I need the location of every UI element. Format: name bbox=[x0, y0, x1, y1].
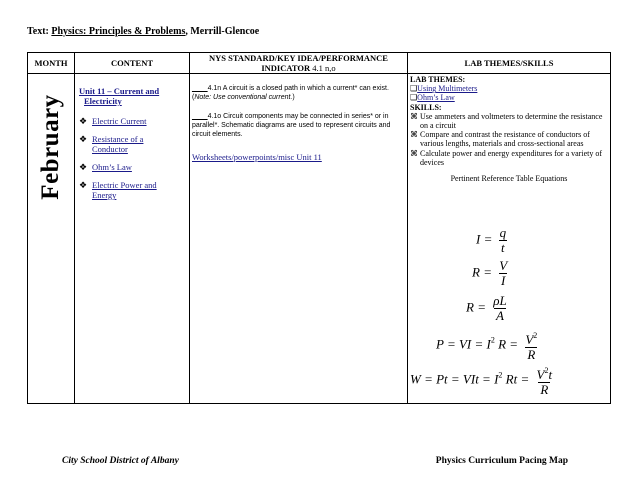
eq-numerator: V bbox=[536, 367, 545, 382]
footer-title: Physics Curriculum Pacing Map bbox=[435, 456, 568, 466]
unit-title-line2: Electricity bbox=[84, 96, 122, 106]
footer-district: City School District of Albany bbox=[62, 456, 179, 466]
topic-link-line2: Energy bbox=[92, 190, 117, 200]
lab-theme-link-ohms-law[interactable]: Ohm’s Law bbox=[417, 93, 455, 103]
topic-item-resistance[interactable] bbox=[79, 134, 185, 154]
topic-item-electric-power[interactable] bbox=[79, 180, 185, 200]
eq-lhs: I = bbox=[476, 231, 493, 247]
lab-themes-heading: LAB THEMES: bbox=[410, 75, 466, 84]
eq-fraction bbox=[535, 364, 555, 397]
eq-fraction bbox=[497, 259, 509, 288]
month-label: February bbox=[37, 94, 64, 200]
skill-text: Compare and contrast the resistance of conductors of various lengths, materials and cross-sectional areas bbox=[420, 130, 590, 149]
lab-cell bbox=[408, 74, 611, 404]
eq-lhs: W = Pt = VIt = I bbox=[410, 371, 499, 387]
text-label: Text: bbox=[27, 26, 49, 37]
topic-link: Ohm’s Law bbox=[92, 162, 132, 172]
eq-denominator: I bbox=[501, 273, 506, 288]
diamond-bullet-icon: ❖ bbox=[79, 162, 88, 172]
pacing-table bbox=[27, 52, 611, 404]
command-bullet-icon: ⌘ bbox=[410, 148, 418, 158]
eq-denominator: t bbox=[501, 240, 505, 255]
header-lab: LAB THEMES/SKILLS bbox=[408, 53, 611, 74]
skill-text: Use ammeters and voltmeters to determine the resistance on a circuit bbox=[420, 111, 603, 131]
standard-text: 4.1n A circuit is a closed path in which a current* can exist. ( bbox=[192, 85, 389, 101]
diamond-bullet-icon: ❖ bbox=[79, 180, 88, 190]
lab-theme-link-multimeters[interactable]: Using Multimeters bbox=[417, 84, 478, 94]
header-month: MONTH bbox=[28, 53, 75, 74]
lab-theme-item[interactable] bbox=[410, 93, 608, 102]
topic-link: Electric Power and bbox=[92, 180, 157, 190]
eq-fraction bbox=[491, 294, 508, 323]
eq-denominator: R bbox=[527, 347, 536, 362]
header-standard-line1: NYS STANDARD/KEY IDEA/PERFORMANCE bbox=[209, 53, 388, 63]
standard-checkbox-blank: ____ bbox=[192, 85, 208, 92]
equation-resistance bbox=[472, 259, 511, 288]
eq-mid: R = bbox=[498, 336, 519, 352]
standard-item-4-1o bbox=[192, 112, 405, 139]
equation-resistivity bbox=[466, 294, 511, 323]
month-cell bbox=[28, 74, 75, 404]
eq-numerator: V bbox=[525, 332, 534, 347]
header-standard-indicator: INDICATOR bbox=[261, 63, 311, 73]
topic-link-line2: Conductor bbox=[92, 144, 128, 154]
eq-fraction bbox=[523, 329, 539, 362]
textbook-line bbox=[27, 26, 259, 37]
eq-lhs: P = VI = I bbox=[436, 336, 491, 352]
skill-text: Calculate power and energy expenditures for a variety of devices bbox=[420, 148, 602, 167]
reference-table-title: Pertinent Reference Table Equations bbox=[450, 174, 568, 184]
topic-item-ohms-law[interactable] bbox=[79, 162, 185, 172]
standard-checkbox-blank: ____ bbox=[192, 113, 208, 120]
standard-close: ) bbox=[292, 94, 295, 101]
eq-exponent: 2 bbox=[490, 335, 495, 345]
unit-title-line1: Unit 11 – Current and bbox=[79, 86, 160, 96]
header-content: CONTENT bbox=[75, 53, 190, 74]
checkbox-icon: ❑ bbox=[410, 93, 418, 103]
topic-item-electric-current[interactable] bbox=[79, 116, 185, 126]
eq-exponent: 2 bbox=[498, 370, 503, 380]
equation-energy bbox=[410, 364, 556, 397]
topic-link: Resistance of a bbox=[92, 134, 144, 144]
content-cell bbox=[75, 74, 190, 404]
textbook-publisher: , Merrill-Glencoe bbox=[185, 26, 260, 37]
eq-lhs: R = bbox=[466, 299, 486, 315]
header-standard-code: 4.1 n,o bbox=[312, 63, 336, 73]
diamond-bullet-icon: ❖ bbox=[79, 134, 88, 144]
standard-text: 4.1o Circuit components may be connected in series* or in parallel*. Schematic diagrams are used to represent circuits and circuit elements. bbox=[192, 113, 391, 138]
eq-denominator: A bbox=[495, 308, 504, 323]
standard-note: Note: Use conventional current. bbox=[194, 94, 293, 101]
header-standard bbox=[190, 53, 408, 74]
standard-item-4-1n bbox=[192, 84, 405, 102]
eq-num-exponent: 2 bbox=[544, 366, 549, 375]
eq-fraction bbox=[498, 226, 509, 255]
eq-num-tail: t bbox=[548, 367, 553, 382]
command-bullet-icon: ⌘ bbox=[410, 130, 418, 140]
skills-heading: SKILLS: bbox=[410, 102, 442, 112]
eq-numerator: V bbox=[499, 258, 508, 273]
checkbox-icon: ❑ bbox=[410, 84, 418, 94]
command-bullet-icon: ⌘ bbox=[410, 111, 418, 121]
eq-numerator: ρL bbox=[493, 293, 507, 308]
eq-lhs: R = bbox=[472, 264, 492, 280]
standards-cell bbox=[190, 74, 408, 404]
lab-theme-item[interactable] bbox=[410, 84, 608, 93]
textbook-title: Physics: Principles & Problems bbox=[51, 26, 186, 37]
eq-mid: Rt = bbox=[505, 371, 530, 387]
skill-item bbox=[410, 112, 608, 130]
skill-item bbox=[410, 130, 608, 148]
skill-item bbox=[410, 149, 608, 167]
equation-current bbox=[476, 226, 510, 255]
eq-numerator: q bbox=[499, 225, 507, 240]
eq-denominator: R bbox=[540, 382, 549, 397]
diamond-bullet-icon: ❖ bbox=[79, 116, 88, 126]
topic-link: Electric Current bbox=[92, 116, 147, 126]
resources-link[interactable]: Worksheets/powerpoints/misc Unit 11 bbox=[192, 152, 322, 162]
unit-title-link[interactable] bbox=[79, 86, 185, 106]
eq-num-exponent: 2 bbox=[533, 331, 538, 340]
equation-power bbox=[436, 329, 541, 362]
